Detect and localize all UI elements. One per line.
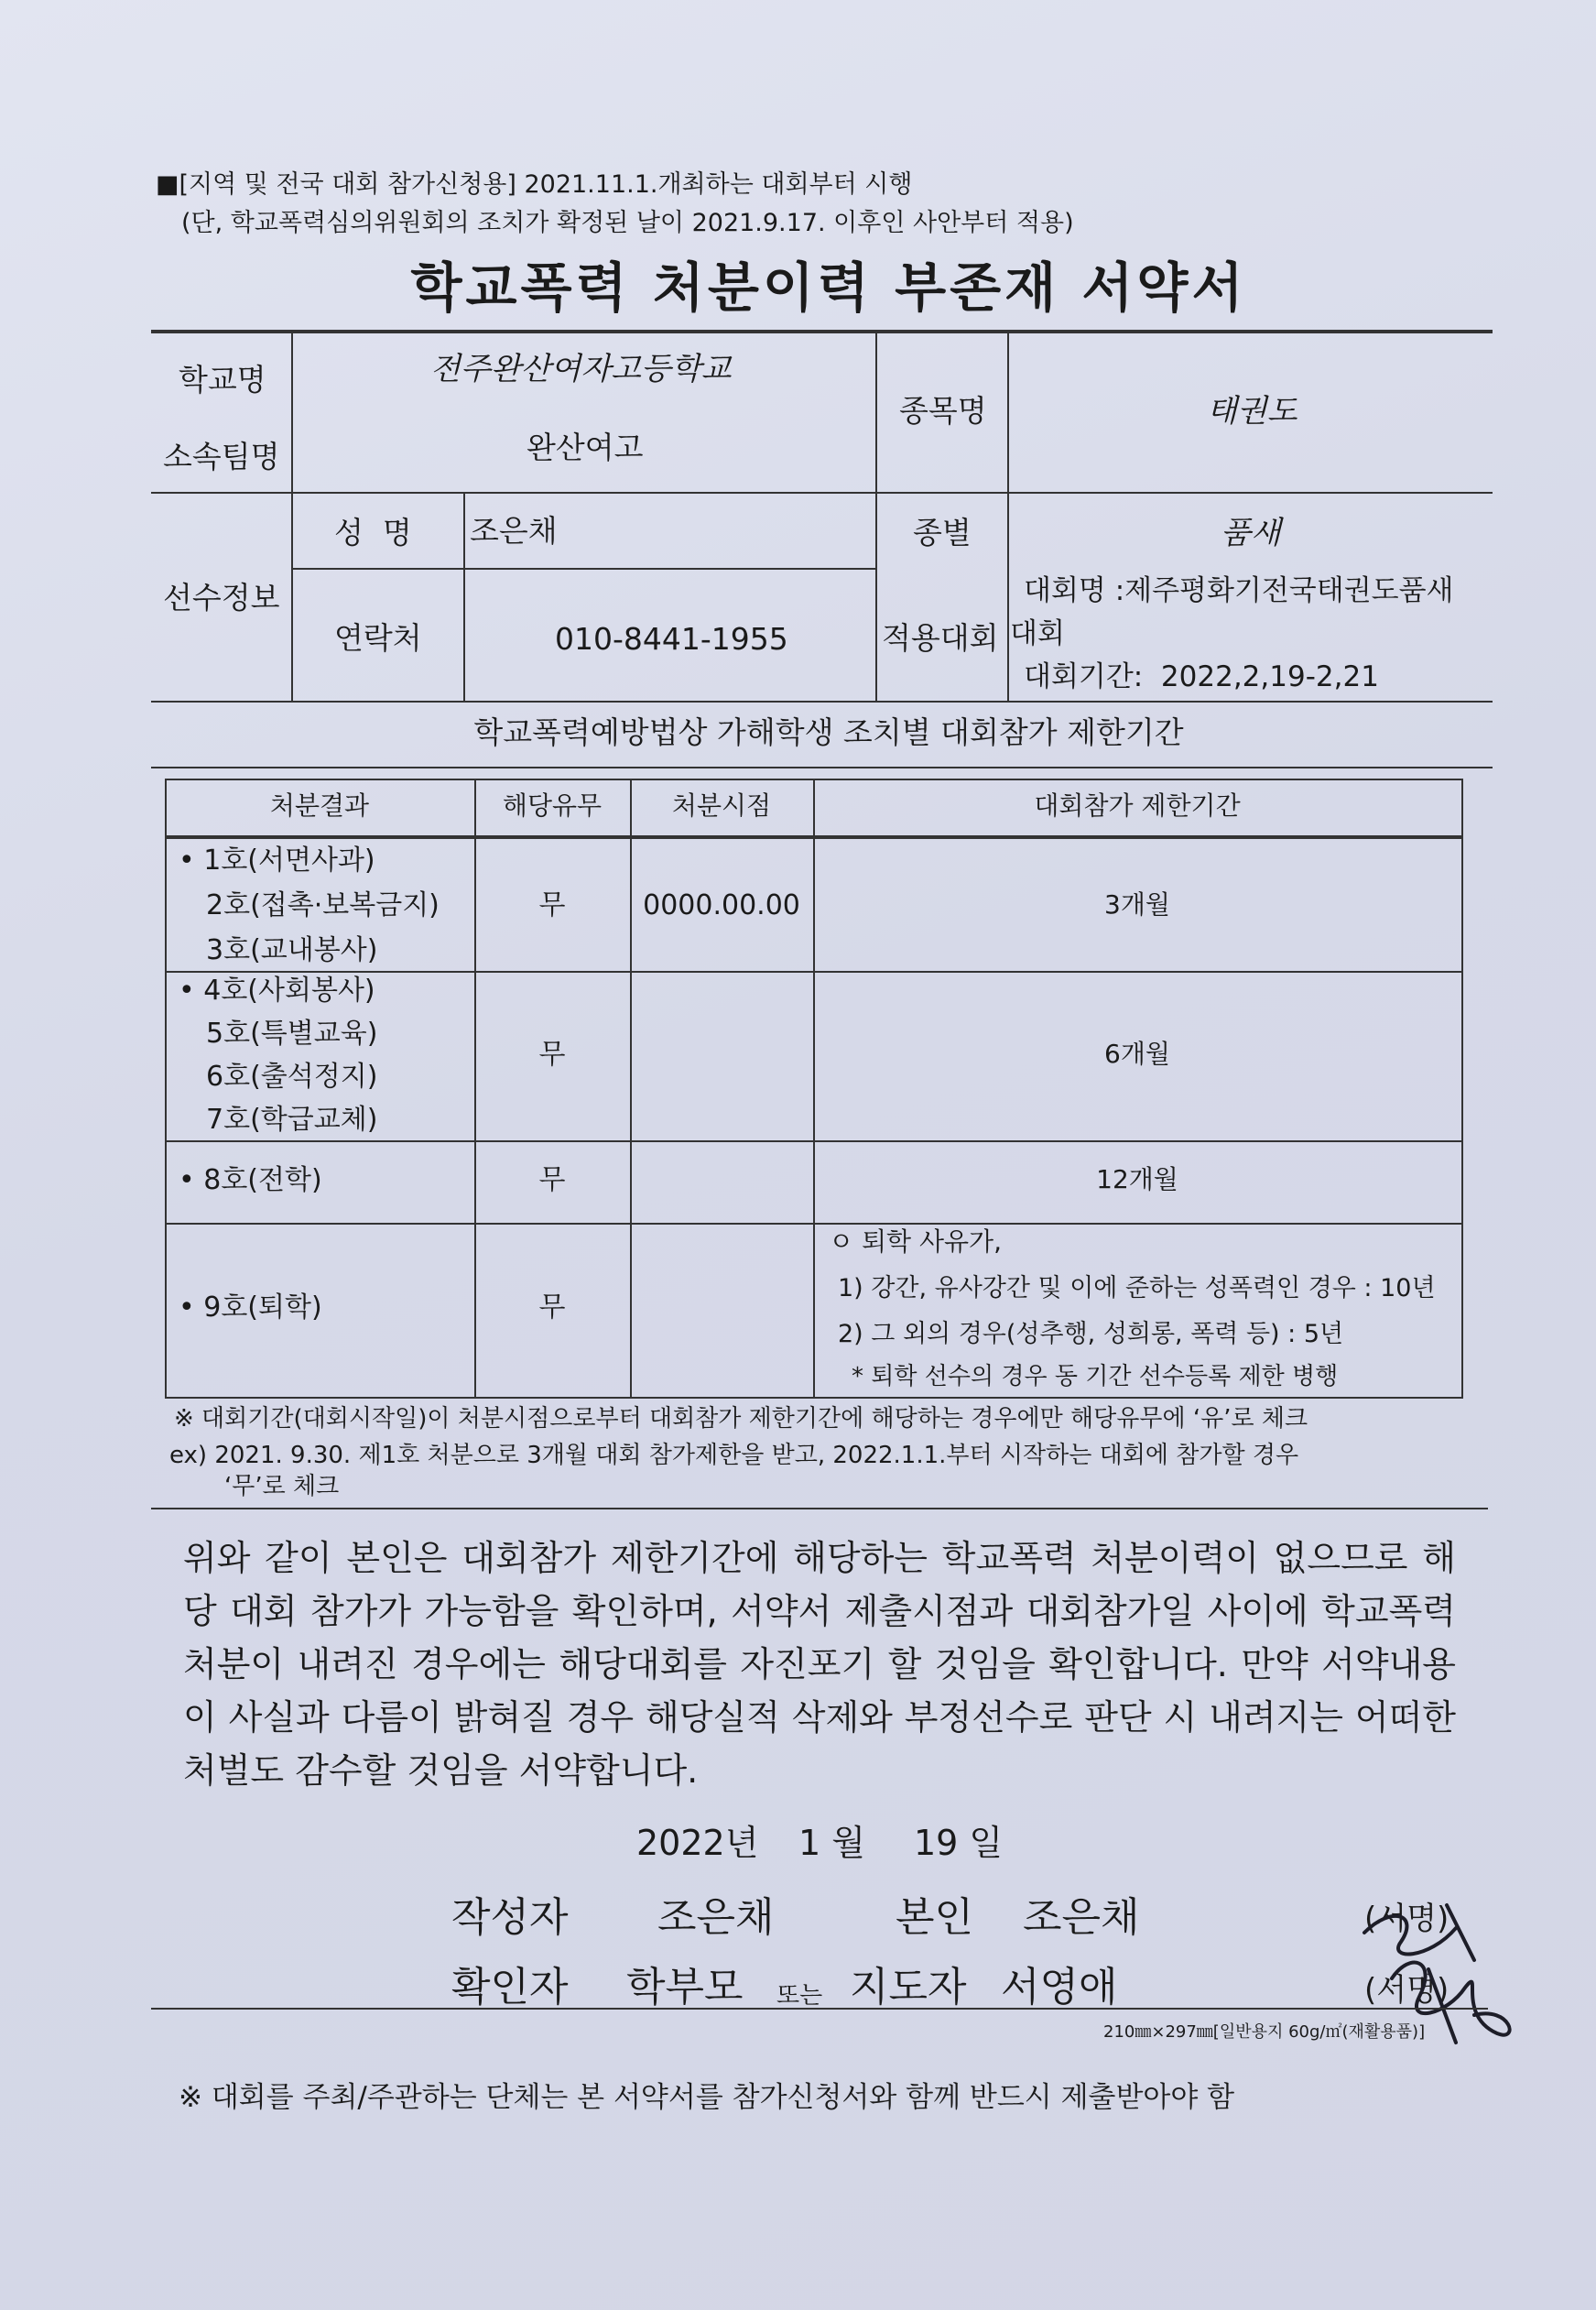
expulsion-note: * 퇴학 선수의 경우 동 기간 선수등록 제한 병행 (852, 1363, 1339, 1390)
competition-label: 적용대회 (882, 620, 999, 656)
measure-item: 5호(특별교육) (206, 1018, 378, 1050)
divider (151, 330, 1493, 333)
applicable-value: 무 (538, 1291, 566, 1324)
document-title: 학교폭력 처분이력 부존재 서약서 (410, 256, 1247, 319)
player-name-value: 조은채 (470, 513, 558, 549)
category-label: 종별 (913, 515, 972, 550)
self-name: 조은채 (1023, 1894, 1140, 1941)
date-day: 19 일 (914, 1823, 1004, 1863)
footnote: ※ 대회기간(대회시작일)이 처분시점으로부터 대회참가 제한기간에 해당하는 경우에만 해당유무에 ‘유’로 체크 (174, 1405, 1308, 1433)
table-caption: 학교폭력예방법상 가해학생 조치별 대회참가 제한기간 (473, 714, 1184, 750)
coach-name: 서영애 (1001, 1964, 1118, 2010)
contact-value: 010-8441-1955 (555, 621, 788, 657)
divider (875, 332, 877, 701)
restriction-period: 6개월 (1104, 1039, 1170, 1069)
or-text: 또는 (776, 1982, 823, 2010)
paper-spec: 210㎜×297㎜[일반용지 60g/㎡(재활용품)] (1103, 2022, 1426, 2042)
divider (291, 332, 293, 701)
footnote: ‘무’로 체크 (224, 1473, 340, 1500)
team-name-label: 소속팀명 (163, 439, 280, 474)
writer-label: 작성자 (451, 1894, 569, 1941)
pledge-text: 위와 같이 본인은 대회참가 제한기간에 해당하는 학교폭력 처분이력이 없으므로 해당 대회 참가가 가능함을 확인하며, 서약서 제출시점과 대회참가일 사이에 학교폭력 처분이 내려진 경우에는 해당대회를 자진포기 할 것임을 확인합니다. 만약 서약내용이 사실과 다름이 밝혀질 경우 해당실적 삭제와 부정선수로 판단 시 내려지는 어떠한 처벌도 감수할 것임을 서약합니다. (183, 1538, 1456, 1791)
contact-label: 연락처 (334, 620, 422, 656)
header-note-2: (단, 학교폭력심의위원회의 조치가 확정된 날이 2021.9.17. 이후인 사안부터 적용) (181, 209, 1074, 237)
sign-mark: (서명) (1364, 1972, 1449, 2009)
applicable-value: 무 (538, 1164, 566, 1196)
table-header: 처분시점 (671, 790, 772, 821)
measure-item: 2호(접촉·보복금지) (206, 889, 440, 921)
event-value: 태권도 (1207, 393, 1297, 430)
measure-item: 6호(출석정지) (206, 1061, 378, 1093)
divider (293, 568, 875, 570)
team-name-value: 완산여고 (527, 430, 644, 465)
divider (151, 767, 1493, 768)
expulsion-note: 2) 그 외의 경우(성추행, 성희롱, 폭력 등) : 5년 (838, 1320, 1344, 1348)
writer-name: 조은채 (657, 1894, 775, 1941)
divider (463, 494, 465, 701)
date-year: 2022년 (636, 1823, 759, 1863)
divider (151, 492, 1493, 494)
applicable-value: 무 (538, 889, 566, 921)
applicable-value: 무 (538, 1039, 566, 1071)
event-label: 종목명 (899, 393, 987, 429)
date-month: 1 월 (798, 1823, 865, 1863)
measure-item: • 4호(사회봉사) (179, 975, 375, 1007)
confirmer-label: 확인자 (451, 1964, 569, 2010)
self-label: 본인 (896, 1894, 974, 1941)
divider (151, 1508, 1488, 1509)
divider (1007, 332, 1009, 701)
bottom-note: ※ 대회를 주최/주관하는 단체는 본 서약서를 참가신청서와 함께 반드시 제출받아야 함 (179, 2081, 1235, 2114)
footnote: ex) 2021. 9.30. 제1호 처분으로 3개월 대회 참가제한을 받고, 2022.1.1.부터 시작하는 대회에 참가할 경우 (169, 1442, 1299, 1469)
player-info-label: 선수정보 (163, 580, 280, 616)
measure-item: • 1호(서면사과) (179, 844, 375, 877)
table-header: 처분결과 (269, 790, 370, 821)
measure-item: • 9호(퇴학) (179, 1291, 322, 1324)
measure-item: • 8호(전학) (179, 1164, 322, 1196)
measure-item: 7호(학급교체) (206, 1104, 378, 1136)
table-header: 해당유무 (502, 790, 603, 821)
competition-line-2: 대회 (1010, 617, 1065, 650)
school-name-label: 학교명 (179, 362, 266, 398)
competition-line-3: 대회기간: 2022,2,19-2,21 (1024, 660, 1379, 693)
sign-mark: (서명) (1364, 1901, 1449, 1937)
category-value: 품새 (1221, 515, 1281, 551)
expulsion-note: ㅇ 퇴학 사유가, (829, 1226, 1002, 1257)
divider (151, 701, 1493, 703)
expulsion-note: 1) 강간, 유사강간 및 이에 준하는 성폭력인 경우 : 10년 (838, 1274, 1436, 1302)
disposition-date: 0000.00.00 (643, 889, 800, 921)
player-name-label: 성 명 (334, 515, 412, 550)
table-header: 대회참가 제한기간 (1034, 790, 1241, 821)
competition-line-1: 대회명 :제주평화기전국태권도품새 (1024, 574, 1454, 607)
school-name-value: 전주완산여자고등학교 (430, 351, 732, 387)
divider (813, 779, 815, 1397)
restriction-period: 12개월 (1096, 1164, 1178, 1194)
header-note-1: ■[지역 및 전국 대회 참가신청용] 2021.11.1.개최하는 대회부터 시행 (156, 170, 913, 199)
confirmer-role: 학부모 (626, 1964, 744, 2010)
divider (151, 2008, 1488, 2010)
divider (630, 779, 632, 1397)
coach-label: 지도자 (850, 1964, 967, 2010)
measure-item: 3호(교내봉사) (206, 934, 378, 966)
restriction-period: 3개월 (1104, 889, 1170, 920)
